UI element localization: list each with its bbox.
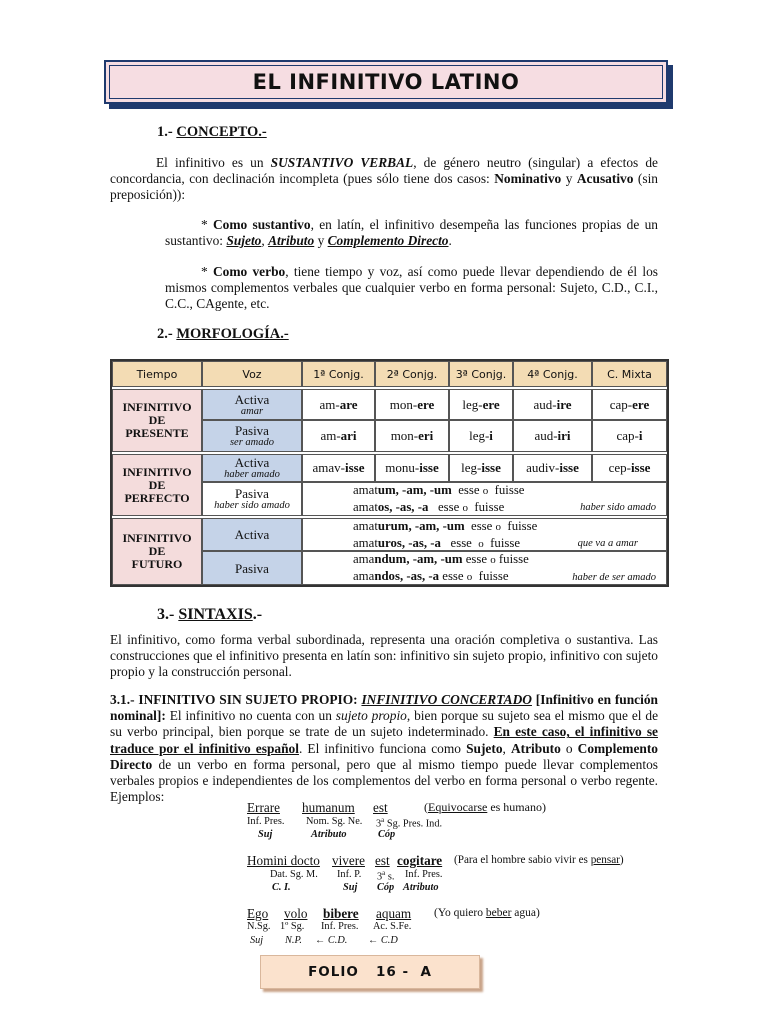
function: Cóp: [377, 882, 395, 893]
function: ← C.D: [368, 935, 398, 946]
section-2-number: 2.-: [157, 326, 177, 342]
translation-note: que va a amar: [577, 538, 638, 549]
translation: [434, 907, 540, 919]
stem: mon-: [389, 396, 418, 412]
form-cell: [302, 454, 375, 482]
function: Suj: [343, 882, 358, 893]
form-cell: [375, 420, 449, 452]
ending: ere: [482, 396, 500, 412]
form-cell: [513, 454, 592, 482]
stem: aud-: [534, 428, 558, 443]
row-label-perfecto: [112, 454, 202, 516]
section-3-tail: .-: [252, 606, 263, 623]
endings: , -am, -um: [406, 552, 463, 566]
row-label-line: INFINITIVO: [122, 464, 192, 479]
stem: leg-: [461, 460, 482, 475]
voz-presente-pasiva: [202, 420, 302, 452]
word: aquam: [376, 906, 412, 921]
section-2-title: MORFOLOGÍA.-: [176, 326, 289, 342]
text-bold: Como sustantivo: [213, 217, 311, 232]
form-cell: [375, 389, 449, 420]
conj: o: [462, 502, 468, 514]
analysis: N.Sg.: [247, 921, 271, 932]
text: y: [561, 171, 577, 187]
stem: ama: [353, 552, 375, 566]
analysis: Nom. Sg. Ne.: [306, 816, 363, 827]
aux: fuisse: [488, 483, 525, 497]
aux: fuisse: [495, 552, 529, 566]
aux: esse: [451, 483, 483, 497]
form-cell: [302, 420, 375, 452]
voz-example: haber sido amado: [214, 500, 290, 511]
text-bold-underline: En este caso, el infinitivo se traduce por el infinitivo español: [110, 724, 658, 756]
section-3-title: SINTAXIS: [178, 606, 253, 623]
row-label-line: INFINITIVO: [122, 400, 192, 414]
voz-label: Activa: [234, 527, 270, 542]
form-line: [353, 535, 520, 552]
endings: , -as, -a: [399, 569, 440, 583]
word: Homini docto: [247, 853, 320, 868]
function: Suj: [258, 829, 273, 840]
form-cell: [592, 389, 667, 420]
ending: iri: [557, 428, 571, 443]
form-cell: [375, 454, 449, 482]
form-cell: [449, 454, 513, 482]
function: Atributo: [403, 882, 439, 893]
word: cogitare: [397, 853, 443, 868]
form-cell: [302, 389, 375, 420]
text: El infinitivo es un: [156, 155, 271, 170]
form-cell: [449, 389, 513, 420]
word: bibere: [323, 906, 359, 921]
text: y: [314, 233, 328, 249]
concept-paragraph-2: [165, 217, 658, 249]
stem: leg-: [469, 428, 490, 443]
form-line: [353, 551, 529, 568]
stem: amat: [353, 483, 378, 497]
header-voz: Voz: [202, 361, 302, 387]
stem: amat: [353, 500, 378, 514]
translation-note: haber sido amado: [580, 502, 656, 513]
word: Ego: [247, 906, 269, 921]
ending: isse: [419, 460, 439, 475]
text: El infinitivo no cuenta con un: [165, 708, 336, 724]
stem: monu-: [385, 460, 420, 475]
aux: esse: [462, 552, 491, 566]
text-italic: sujeto propio: [335, 708, 407, 724]
stem: aud-: [533, 396, 557, 412]
word: est: [375, 853, 390, 868]
voz-label: Activa: [234, 455, 270, 470]
text: ): [619, 854, 624, 866]
text: Sg. Pres. Ind.: [384, 818, 443, 830]
text: 3: [377, 871, 383, 883]
form-line: [353, 568, 509, 585]
voz-label: Pasiva: [235, 423, 269, 438]
header-conj-1: 1ª Conjg.: [302, 361, 375, 387]
text: (Yo quiero: [434, 907, 486, 919]
text-bold: Sujeto: [466, 740, 503, 756]
ending: isse: [481, 460, 501, 475]
text-bold: Nominativo: [494, 171, 562, 187]
text-bold: Complemento Directo: [110, 740, 658, 772]
endings: , -am, -um: [395, 483, 452, 497]
section-1-title: CONCEPTO.-: [176, 124, 267, 140]
text: (sin preposición)):: [110, 171, 659, 203]
concept-paragraph-1: [110, 155, 658, 204]
text-emph: Atributo: [268, 233, 315, 249]
row-label-line: DE: [148, 544, 166, 558]
section-1-heading: [157, 124, 267, 141]
ending: are: [339, 396, 358, 412]
translation-note: haber de ser amado: [572, 572, 656, 583]
analysis: 1º Sg.: [280, 921, 305, 932]
stem: ama: [353, 569, 375, 583]
voz-presente-activa: [202, 389, 302, 420]
analysis: Inf. Pres.: [247, 816, 285, 827]
word: Errare: [247, 800, 280, 815]
word: volo: [284, 906, 308, 921]
text: (: [424, 800, 428, 814]
text: , de género neutro (singular) a efectos de concordancia, con declinación incompleta (pues sólo tiene dos casos:: [110, 155, 658, 187]
function: Suj: [250, 935, 264, 946]
aux: esse: [439, 569, 467, 583]
form-cell: [449, 420, 513, 452]
text-emph: INFINITIVO CONCERTADO: [361, 692, 532, 707]
perfecto-pasiva-forms: [302, 482, 667, 516]
ending: ndos: [374, 569, 400, 583]
voz-example: haber amado: [224, 469, 280, 480]
stem: amat: [353, 518, 378, 533]
section-1-number: 1.-: [157, 124, 177, 140]
row-label-futuro: [112, 518, 202, 585]
ending: ere: [632, 396, 650, 412]
stem: am-: [320, 428, 341, 443]
aux: fuisse: [501, 518, 538, 533]
aux: fuisse: [472, 569, 509, 583]
syntax-paragraph-2: [110, 692, 658, 805]
aux: esse: [440, 535, 479, 550]
function: Atributo: [311, 829, 347, 840]
ending: isse: [630, 460, 651, 475]
form-line: [353, 518, 537, 535]
voz-label: Pasiva: [235, 486, 269, 501]
stem: cap-: [609, 396, 633, 412]
analysis: [376, 816, 442, 829]
endings: , -as, -a: [389, 500, 429, 514]
ending: um: [377, 483, 396, 497]
text: .: [448, 233, 452, 249]
row-label-line: DE: [148, 413, 166, 427]
row-label-line: DE: [148, 477, 166, 492]
futuro-activa-forms: [302, 518, 667, 551]
analysis: Inf. Pres.: [321, 921, 359, 932]
function: Cóp: [378, 829, 396, 840]
concept-paragraph-3: [165, 264, 658, 313]
header-conj-3: 3ª Conjg.: [449, 361, 513, 387]
text-bold: Atributo: [510, 740, 561, 756]
stem: cap-: [616, 428, 639, 443]
voz-example: ser amado: [229, 437, 275, 448]
voz-label: Activa: [234, 391, 270, 407]
voz-futuro-activa: [202, 518, 302, 551]
ending: isse: [344, 460, 365, 475]
aux: fuisse: [468, 500, 505, 514]
conj: o: [478, 537, 484, 550]
folio-label: FOLIO 16 - A: [260, 955, 480, 989]
translation: [424, 800, 546, 815]
stem: amav-: [312, 460, 345, 475]
voz-futuro-pasiva: [202, 551, 302, 585]
ending: ire: [556, 396, 572, 412]
text: *: [201, 264, 213, 279]
text: 3: [376, 818, 382, 830]
voz-perfecto-activa: [202, 454, 302, 482]
text: de un verbo en forma personal, pero que al mismo tiempo puede llevar complementos verbales propios e independientes de los complementos del verbo en forma personal o verbo regente. Ejemplos:: [110, 756, 658, 805]
stem: mon-: [390, 428, 419, 443]
text: , tiene tiempo y voz, así como puede llevar dependiendo de él los mismos complementos verbales que cualquier verbo en forma personal: Sujeto, C.D., C.I., C.C., CAgente, etc.: [165, 264, 658, 312]
ending: isse: [559, 460, 579, 475]
ending: urum: [377, 518, 409, 533]
row-label-line: PRESENTE: [125, 426, 189, 440]
text: *: [201, 217, 213, 232]
endings: , -as, -a: [401, 535, 441, 550]
text-bold: Acusativo: [576, 171, 634, 187]
text-sup: a: [382, 869, 386, 877]
stem: cep-: [608, 460, 631, 475]
text-emph: Sujeto: [226, 233, 262, 249]
analysis: Dat. Sg. M.: [270, 869, 318, 880]
text-bold: Como verbo: [212, 264, 286, 279]
word: est: [373, 800, 388, 815]
text-bold: [Infinitivo en función nominal]:: [110, 692, 658, 724]
voz-label: Pasiva: [235, 560, 269, 576]
section-2-heading: [157, 326, 289, 343]
aux: fuisse: [483, 535, 521, 550]
text: agua): [511, 907, 540, 919]
voz-example: amar: [240, 405, 264, 417]
ending: os: [377, 500, 390, 514]
row-label-line: FUTURO: [131, 557, 183, 571]
text: es humano): [487, 800, 546, 814]
text: . El infinitivo funciona como: [298, 740, 467, 756]
analysis: Inf. P.: [337, 869, 362, 880]
header-tiempo: Tiempo: [112, 361, 202, 387]
analysis: Ac. S.Fe.: [373, 921, 412, 932]
text-bold: 3.1.- INFINITIVO SIN SUJETO PROPIO:: [110, 692, 362, 707]
header-mixta: C. Mixta: [592, 361, 667, 387]
morphology-table: [110, 359, 669, 587]
header-conj-4: 4ª Conjg.: [513, 361, 592, 387]
stem: amat: [353, 535, 378, 550]
page-title: EL INFINITIVO LATINO: [109, 65, 663, 99]
text-bold-italic: SUSTANTIVO VERBAL: [270, 155, 414, 170]
aux: esse: [464, 518, 496, 533]
text-emph: Complemento Directo: [327, 233, 449, 249]
text: s.: [385, 871, 395, 883]
ending: i: [489, 428, 493, 443]
stem: am-: [319, 396, 340, 412]
form-cell: [513, 389, 592, 420]
ending: eri: [418, 428, 434, 443]
row-label-line: PERFECTO: [124, 490, 190, 505]
function: N.P.: [285, 935, 302, 946]
header-conj-2: 2ª Conjg.: [375, 361, 449, 387]
stem: audiv-: [526, 460, 560, 475]
row-label-line: INFINITIVO: [122, 531, 192, 545]
voz-perfecto-pasiva: [202, 482, 302, 516]
analysis: Inf. Pres.: [405, 869, 443, 880]
form-cell: [592, 454, 667, 482]
text-underline: Equivocarse: [428, 800, 488, 814]
form-cell: [513, 420, 592, 452]
analysis: [377, 869, 394, 882]
text-sup: a: [381, 816, 385, 824]
futuro-pasiva-forms: [302, 551, 667, 585]
function: ← C.D.: [315, 935, 348, 946]
form-line: [353, 482, 525, 499]
ending: i: [638, 428, 643, 443]
text-underline: beber: [485, 907, 512, 919]
row-label-presente: [112, 389, 202, 452]
stem: leg-: [462, 396, 483, 412]
word: humanum: [302, 800, 355, 815]
form-line: [353, 499, 504, 516]
ending: ari: [340, 428, 357, 443]
aux: esse: [428, 500, 463, 514]
form-cell: [592, 420, 667, 452]
section-3-heading: [157, 606, 262, 624]
text-underline: pensar: [590, 854, 620, 866]
endings: , -am, -um: [408, 518, 465, 533]
word: vivere: [332, 853, 365, 868]
translation: [454, 854, 624, 866]
section-3-number: 3.-: [157, 606, 179, 623]
title-box: [104, 60, 668, 104]
syntax-paragraph-1: El infinitivo, como forma verbal subordinada, representa una oración completiva o sustantiva. Las construcciones que el infinitivo presenta en latín son: infinitivo sin sujeto propio, infinitivo con sujeto propio y la construcción personal.: [110, 632, 658, 680]
text: (Para el hombre sabio vivir es: [454, 854, 591, 866]
ending: ere: [417, 396, 435, 412]
conj: o: [490, 554, 496, 566]
text: o: [560, 740, 578, 756]
conj: o: [482, 485, 489, 497]
ending: uros: [377, 535, 402, 550]
text: ,: [261, 233, 269, 249]
ending: ndum: [374, 552, 407, 566]
text: ,: [502, 740, 511, 756]
text: , en latín, el infinitivo desempeña las funciones propias de un sustantivo:: [165, 217, 659, 249]
conj: o: [495, 520, 502, 533]
conj: o: [466, 571, 473, 583]
function: C. I.: [272, 882, 291, 893]
text: , bien porque su sujeto sea el mismo que el de su verbo principal, bien porque se trate de un sujeto indeterminado.: [110, 708, 659, 740]
